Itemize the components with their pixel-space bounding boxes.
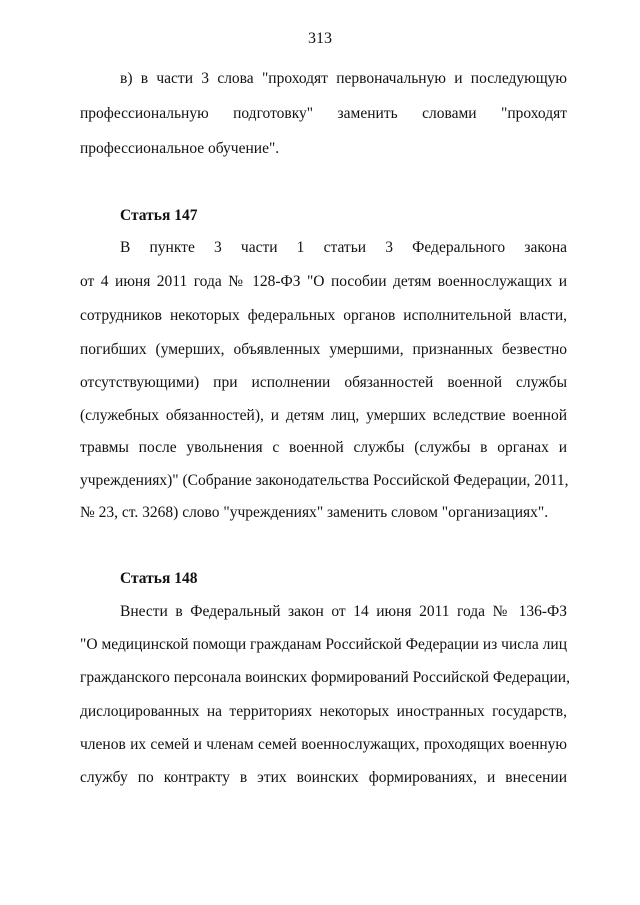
paragraph-line: от 4 июня 2011 года № 128-ФЗ "О пособии детям военнослужащих и xyxy=(80,273,567,290)
paragraph-line: травмы после увольнения с военной службы (службы в органах и xyxy=(80,439,567,456)
paragraph-line: учреждениях)" (Собрание законодательства Российской Федерации, 2011, xyxy=(80,472,569,489)
paragraph-line: В пункте 3 части 1 статьи 3 Федерального закона xyxy=(120,239,567,256)
paragraph-line: (служебных обязанностей), и детям лиц, умерших вследствие военной xyxy=(80,407,567,424)
paragraph-line: "О медицинской помощи гражданам Российской Федерации из числа лиц xyxy=(80,636,567,653)
paragraph-line: погибших (умерших, объявленных умершими, признанных безвестно xyxy=(80,341,567,358)
paragraph-line: сотрудников некоторых федеральных органов исполнительной власти, xyxy=(80,307,567,324)
paragraph-line: в) в части 3 слова "проходят первоначальную и последующую xyxy=(120,70,567,87)
paragraph-line: Внести в Федеральный закон от 14 июня 2011 года № 136-ФЗ xyxy=(120,603,567,620)
paragraph-line: профессиональную подготовку" заменить словами "проходят xyxy=(80,105,567,122)
paragraph-line: № 23, ст. 3268) слово "учреждениях" заменить словом "организациях". xyxy=(80,504,549,521)
paragraph-line: дислоцированных на территориях некоторых иностранных государств, xyxy=(80,703,567,720)
paragraph-line: службу по контракту в этих воинских формированиях, и внесении xyxy=(80,769,567,786)
article-heading-147: Статья 147 xyxy=(120,207,198,224)
article-heading-148: Статья 148 xyxy=(120,570,198,587)
paragraph-line: отсутствующими) при исполнении обязанностей военной службы xyxy=(80,374,567,391)
paragraph-line: членов их семей и членам семей военнослужащих, проходящих военную xyxy=(80,736,567,753)
paragraph-line: гражданского персонала воинских формирований Российской Федерации, xyxy=(80,669,570,686)
paragraph-line: профессиональное обучение". xyxy=(80,140,280,157)
page-number: 313 xyxy=(308,30,332,47)
